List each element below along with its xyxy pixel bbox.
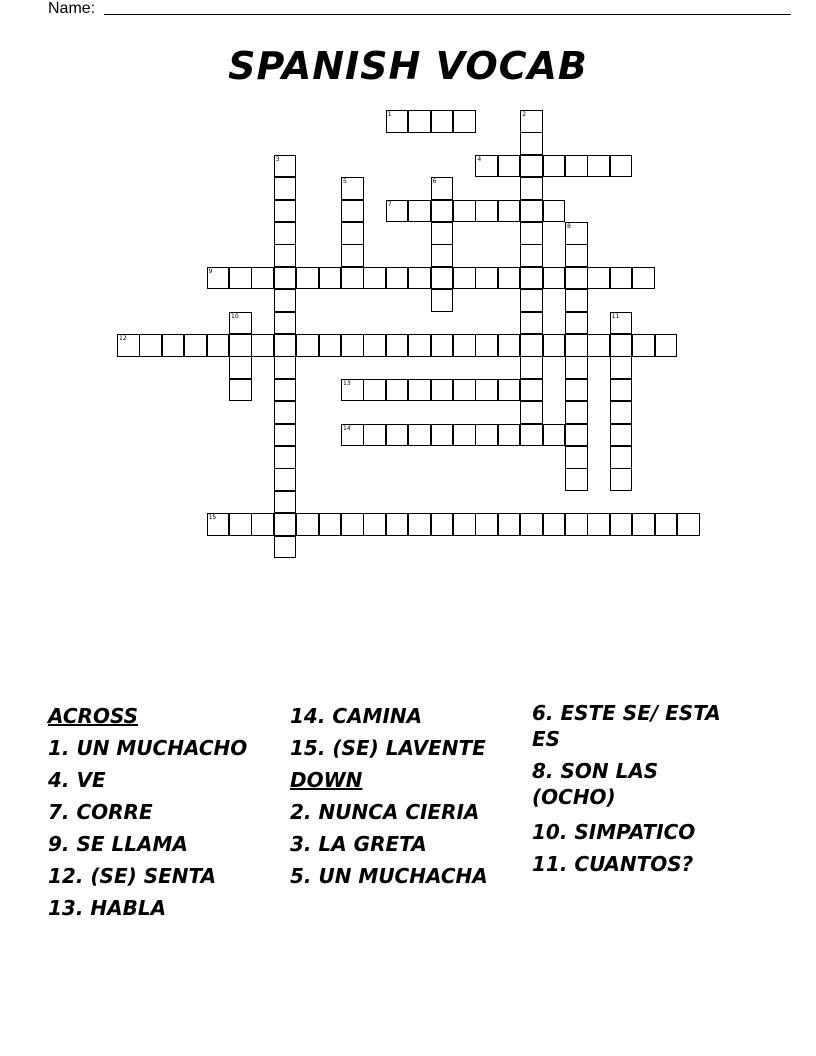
grid-cell[interactable] <box>610 356 633 379</box>
grid-cell[interactable] <box>453 379 476 402</box>
grid-cell[interactable] <box>610 401 633 424</box>
grid-cell[interactable] <box>363 334 386 357</box>
grid-cell[interactable] <box>251 513 274 536</box>
grid-cell[interactable] <box>520 513 543 536</box>
grid-cell[interactable] <box>453 267 476 290</box>
grid-cell[interactable] <box>408 110 431 133</box>
clue-number: 6 <box>432 178 437 186</box>
grid-cell[interactable] <box>117 334 140 357</box>
grid-cell[interactable] <box>341 177 364 200</box>
clue-number: 5 <box>343 178 347 186</box>
clue-across-4: 4. VE <box>48 768 106 792</box>
grid-cell[interactable] <box>319 334 342 357</box>
grid-cell[interactable] <box>475 379 498 402</box>
grid-cell[interactable] <box>139 334 162 357</box>
clue-number: 13 <box>343 379 351 387</box>
name-label: Name: <box>48 0 96 17</box>
grid-cell[interactable] <box>565 334 588 357</box>
grid-cell[interactable] <box>341 267 364 290</box>
grid-cell[interactable] <box>520 222 543 245</box>
grid-cell[interactable] <box>453 424 476 447</box>
grid-cell[interactable] <box>408 200 431 223</box>
clue-down-8: 8. SON LAS (OCHO) <box>532 759 659 809</box>
clue-across-13: 13. HABLA <box>48 896 167 920</box>
grid-cell[interactable] <box>498 267 521 290</box>
grid-cell[interactable] <box>274 267 297 290</box>
page-title: SPANISH VOCAB <box>228 44 588 88</box>
grid-cell[interactable] <box>655 513 678 536</box>
grid-cell[interactable] <box>363 379 386 402</box>
grid-cell[interactable] <box>431 379 454 402</box>
grid-cell[interactable] <box>363 424 386 447</box>
grid-cell[interactable] <box>565 356 588 379</box>
grid-cell[interactable] <box>520 155 543 178</box>
grid-cell[interactable] <box>386 513 409 536</box>
grid-cell[interactable] <box>274 401 297 424</box>
grid-cell[interactable] <box>386 379 409 402</box>
clue-down-6: 6. ESTE SE/ ESTA ES <box>532 701 721 751</box>
grid-cell[interactable] <box>475 155 498 178</box>
grid-cell[interactable] <box>565 222 588 245</box>
grid-cell[interactable] <box>453 110 476 133</box>
grid-cell[interactable] <box>274 424 297 447</box>
clue-number: 15 <box>208 514 217 522</box>
clues-column-3 <box>532 700 742 880</box>
grid-cell[interactable] <box>610 446 633 469</box>
clue-number: 11 <box>611 312 620 320</box>
grid-cell[interactable] <box>229 334 252 357</box>
grid-cell[interactable] <box>431 513 454 536</box>
grid-cell[interactable] <box>565 244 588 267</box>
grid-cell[interactable] <box>274 513 297 536</box>
grid-cell[interactable] <box>565 446 588 469</box>
grid-cell[interactable] <box>431 267 454 290</box>
grid-cell[interactable] <box>431 110 454 133</box>
grid-cell[interactable] <box>341 222 364 245</box>
grid-cell[interactable] <box>274 356 297 379</box>
grid-cell[interactable] <box>498 513 521 536</box>
grid-cell[interactable] <box>677 513 700 536</box>
clue-number: 14 <box>343 424 351 432</box>
clue-down-2: 2. NUNCA CIERIA <box>290 800 480 824</box>
grid-cell[interactable] <box>229 379 252 402</box>
grid-cell[interactable] <box>565 424 588 447</box>
grid-cell[interactable] <box>431 177 454 200</box>
clue-across-14: 14. CAMINA <box>290 704 423 728</box>
clue-across-1: 1. UN MUCHACHO <box>48 736 248 760</box>
grid-cell[interactable] <box>274 155 297 178</box>
grid-cell[interactable] <box>453 334 476 357</box>
grid-cell[interactable] <box>587 513 610 536</box>
grid-cell[interactable] <box>498 200 521 223</box>
clue-number: 4 <box>477 155 482 163</box>
clues-column-1 <box>48 700 258 924</box>
grid-cell[interactable] <box>520 424 543 447</box>
clue-number: 9 <box>208 267 213 275</box>
grid-cell[interactable] <box>229 513 252 536</box>
grid-cell[interactable] <box>408 513 431 536</box>
grid-cell[interactable] <box>475 267 498 290</box>
grid-cell[interactable] <box>520 177 543 200</box>
grid-cell[interactable] <box>408 267 431 290</box>
grid-cell[interactable] <box>610 312 633 335</box>
grid-cell[interactable] <box>274 446 297 469</box>
grid-cell[interactable] <box>386 424 409 447</box>
grid-cell[interactable] <box>274 468 297 491</box>
clue-number: 7 <box>387 200 392 208</box>
grid-cell[interactable] <box>520 200 543 223</box>
grid-cell[interactable] <box>610 424 633 447</box>
clue-number: 10 <box>231 312 239 320</box>
grid-cell[interactable] <box>475 424 498 447</box>
clues-column-2 <box>290 700 500 892</box>
grid-cell[interactable] <box>565 401 588 424</box>
grid-cell[interactable] <box>565 155 588 178</box>
grid-cell[interactable] <box>296 334 319 357</box>
grid-cell[interactable] <box>475 334 498 357</box>
grid-cell[interactable] <box>543 334 566 357</box>
grid-cell[interactable] <box>565 513 588 536</box>
grid-cell[interactable] <box>475 200 498 223</box>
grid-cell[interactable] <box>520 379 543 402</box>
grid-cell[interactable] <box>543 200 566 223</box>
grid-cell[interactable] <box>386 267 409 290</box>
grid-cell[interactable] <box>498 379 521 402</box>
grid-cell[interactable] <box>341 334 364 357</box>
grid-cell[interactable] <box>274 244 297 267</box>
grid-cell[interactable] <box>431 244 454 267</box>
grid-cell[interactable] <box>296 513 319 536</box>
grid-cell[interactable] <box>632 513 655 536</box>
grid-cell[interactable] <box>229 312 252 335</box>
grid-cell[interactable] <box>520 334 543 357</box>
grid-cell[interactable] <box>610 267 633 290</box>
clue-down-10: 10. SIMPATICO <box>532 820 696 844</box>
grid-cell[interactable] <box>475 513 498 536</box>
grid-cell[interactable] <box>543 424 566 447</box>
clue-number: 3 <box>275 155 280 163</box>
grid-cell[interactable] <box>319 267 342 290</box>
grid-cell[interactable] <box>520 110 543 133</box>
grid-cell[interactable] <box>520 132 543 155</box>
grid-cell[interactable] <box>274 312 297 335</box>
clue-across-9: 9. SE LLAMA <box>48 832 188 856</box>
grid-cell[interactable] <box>520 356 543 379</box>
clue-number: 12 <box>119 335 127 342</box>
grid-cell[interactable] <box>207 513 230 536</box>
grid-cell[interactable] <box>341 513 364 536</box>
grid-cell[interactable] <box>162 334 185 357</box>
grid-cell[interactable] <box>207 334 230 357</box>
grid-cell[interactable] <box>386 334 409 357</box>
grid-cell[interactable] <box>587 155 610 178</box>
clue-across-15: 15. (SE) LAVENTE <box>290 736 486 760</box>
grid-cell[interactable] <box>543 155 566 178</box>
grid-cell[interactable] <box>296 267 319 290</box>
grid-cell[interactable] <box>274 379 297 402</box>
grid-cell[interactable] <box>610 334 633 357</box>
grid-cell[interactable] <box>610 155 633 178</box>
grid-cell[interactable] <box>408 334 431 357</box>
grid-cell[interactable] <box>341 200 364 223</box>
grid-cell[interactable] <box>251 334 274 357</box>
grid-cell[interactable] <box>274 334 297 357</box>
grid-cell[interactable] <box>565 379 588 402</box>
grid-cell[interactable] <box>431 289 454 312</box>
grid-cell[interactable] <box>632 267 655 290</box>
grid-cell[interactable] <box>274 491 297 514</box>
grid-cell[interactable] <box>274 200 297 223</box>
grid-cell[interactable] <box>520 289 543 312</box>
grid-cell[interactable] <box>431 424 454 447</box>
grid-cell[interactable] <box>251 267 274 290</box>
grid-cell[interactable] <box>610 379 633 402</box>
grid-cell[interactable] <box>341 244 364 267</box>
grid-cell[interactable] <box>587 267 610 290</box>
grid-cell[interactable] <box>453 513 476 536</box>
grid-cell[interactable] <box>229 356 252 379</box>
clue-number: 2 <box>522 111 527 118</box>
clue-down-5: 5. UN MUCHACHA <box>290 864 488 888</box>
grid-cell[interactable] <box>363 267 386 290</box>
grid-cell[interactable] <box>565 312 588 335</box>
grid-cell[interactable] <box>520 401 543 424</box>
grid-cell[interactable] <box>632 334 655 357</box>
grid-cell[interactable] <box>229 267 252 290</box>
grid-cell[interactable] <box>341 424 364 447</box>
grid-cell[interactable] <box>319 513 342 536</box>
grid-cell[interactable] <box>520 312 543 335</box>
grid-cell[interactable] <box>520 267 543 290</box>
grid-cell[interactable] <box>565 468 588 491</box>
clue-across-12: 12. (SE) SENTA <box>48 864 217 888</box>
across-heading: ACROSS <box>48 704 139 728</box>
grid-cell[interactable] <box>520 244 543 267</box>
grid-cell[interactable] <box>565 289 588 312</box>
grid-cell[interactable] <box>565 267 588 290</box>
clue-number: 1 <box>387 111 392 118</box>
grid-cell[interactable] <box>386 110 409 133</box>
clue-number: 8 <box>567 223 571 230</box>
grid-cell[interactable] <box>274 289 297 312</box>
grid-cell[interactable] <box>543 267 566 290</box>
grid-cell[interactable] <box>543 513 566 536</box>
grid-cell[interactable] <box>610 468 633 491</box>
grid-cell[interactable] <box>363 513 386 536</box>
grid-cell[interactable] <box>431 222 454 245</box>
grid-cell[interactable] <box>274 177 297 200</box>
grid-cell[interactable] <box>341 379 364 402</box>
grid-cell[interactable] <box>498 424 521 447</box>
clue-down-3: 3. LA GRETA <box>290 832 427 856</box>
grid-cell[interactable] <box>431 200 454 223</box>
grid-cell[interactable] <box>655 334 678 357</box>
grid-cell[interactable] <box>498 334 521 357</box>
grid-cell[interactable] <box>207 267 230 290</box>
grid-cell[interactable] <box>386 200 409 223</box>
grid-cell[interactable] <box>498 155 521 178</box>
grid-cell[interactable] <box>453 200 476 223</box>
down-heading: DOWN <box>290 768 363 792</box>
grid-cell[interactable] <box>408 379 431 402</box>
clue-across-7: 7. CORRE <box>48 800 153 824</box>
clue-down-11: 11. CUANTOS? <box>532 852 694 876</box>
grid-cell[interactable] <box>610 513 633 536</box>
grid-cell[interactable] <box>408 424 431 447</box>
grid-cell[interactable] <box>184 334 207 357</box>
grid-cell[interactable] <box>587 334 610 357</box>
grid-cell[interactable] <box>431 334 454 357</box>
grid-cell[interactable] <box>274 222 297 245</box>
grid-cell[interactable] <box>274 536 297 559</box>
